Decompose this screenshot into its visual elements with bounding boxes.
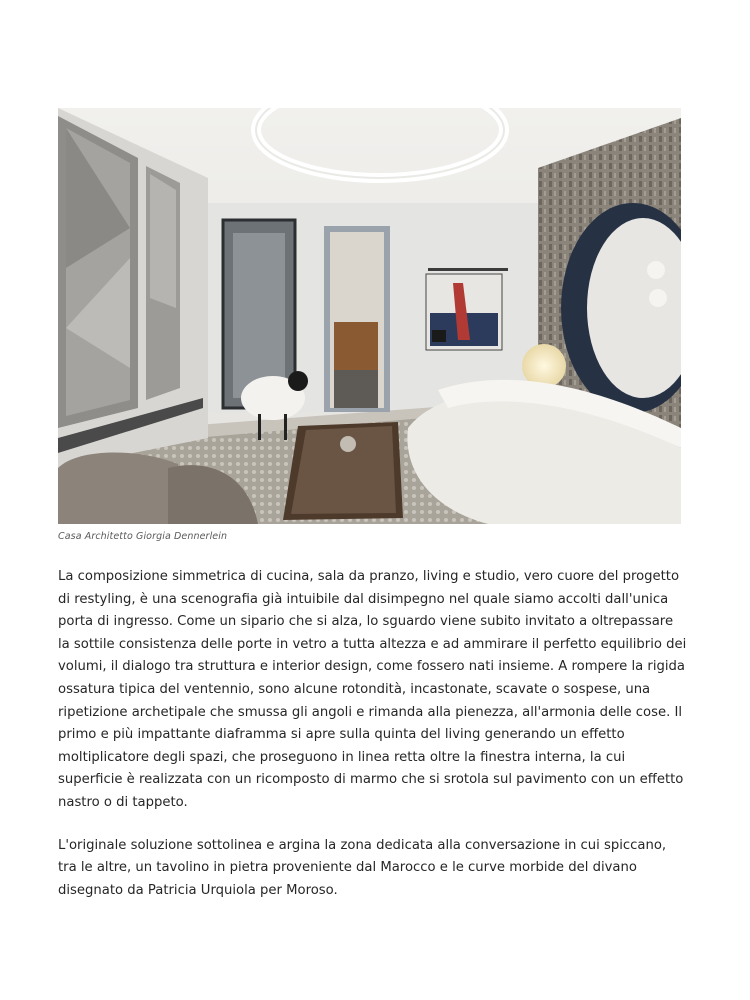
article-paragraph: L'originale soluzione sottolinea e argina la zona dedicata alla conversazione in cui spiccano, tra le altre, un tavolino in pietra proveniente dal Marocco e le curve morbide del divano disegnato da Patricia Urquiola per Moroso. bbox=[58, 837, 667, 898]
photo-caption: Casa Architetto Giorgia Dennerlein bbox=[58, 531, 228, 542]
interior-photo bbox=[58, 108, 681, 524]
article-body bbox=[58, 566, 688, 902]
article-paragraph: La composizione simmetrica di cucina, sala da pranzo, living e studio, vero cuore del progetto di restyling, è una scenografia già intuibile dal disimpegno nel quale siamo accolti dall'unica porta di ingresso. Come un sipario che si alza, lo sguardo viene subito invitato a oltrepassare la sottile consistenza delle porte in vetro a tutta altezza e ad ammirare il perfetto equilibrio dei volumi, il dialogo tra struttura e interior design, come fossero nati insieme. A rompere la rigida ossatura tipica del ventennio, sono alcune rotondità, incastonate, scavate o sospese, una ripetizione archetipale che smussa gli angoli e rimanda alla pienezza, all'armonia delle cose. Il primo e più impattante diaframma si apre sulla quinta del living generando un effetto moltiplicatore degli spazi, che proseguono in linea retta oltre la finestra interna, la cui superficie è realizzata con un ricomposto di marmo che si srotola sul pavimento con un effetto nastro o di tappeto. bbox=[58, 569, 687, 810]
